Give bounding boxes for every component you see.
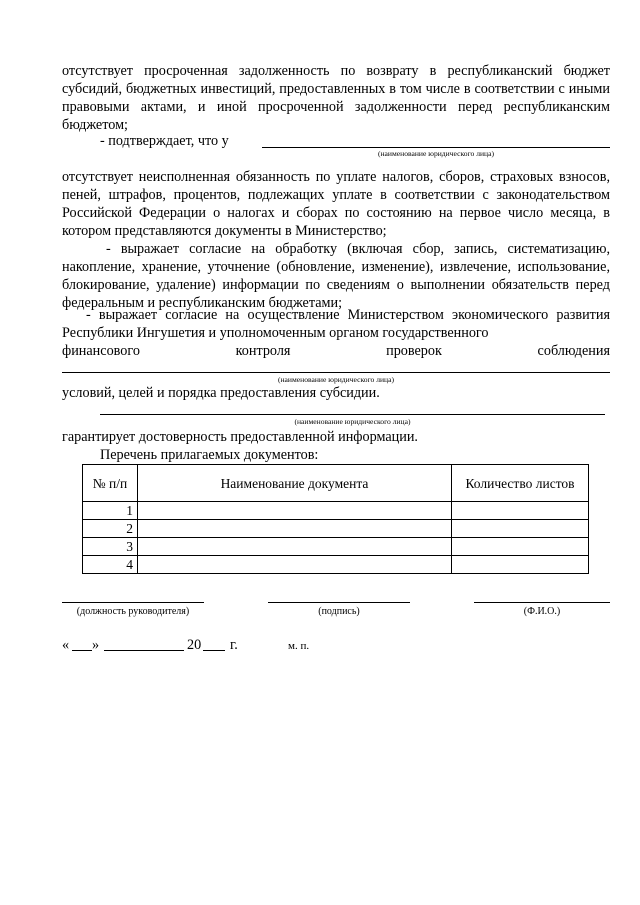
legal-entity-hint-2: (наименование юридического лица) <box>277 375 395 384</box>
header-num: № п/п <box>83 465 138 502</box>
legal-entity-fill-line-3 <box>100 414 605 415</box>
header-sheet-count: Количество листов <box>452 465 589 502</box>
full-name-fill-line <box>474 602 610 603</box>
row-sheet-count-cell[interactable] <box>452 520 589 538</box>
full-name-label: (Ф.И.О.) <box>523 606 561 617</box>
date-day-fill-line <box>72 650 92 651</box>
paragraph-guarantee: гарантирует достоверность предоставленной информации. <box>62 429 418 445</box>
row-document-name-cell[interactable] <box>138 538 452 556</box>
date-year-suffix: г. <box>230 637 238 653</box>
paragraph-no-overdue-debt: отсутствует просроченная задолженность по возврату в республиканский бюджет субсидий, бюджетных инвестиций, предоставленных в том числе в соответствии с иными правовыми актами, и иной просроченной задолженности перед республиканским бюджетом; <box>62 63 610 133</box>
row-num: 2 <box>83 520 138 538</box>
date-open-quote: « <box>62 637 70 653</box>
attached-documents-table <box>82 464 589 574</box>
confirm-lead-text: - подтверждает, что у <box>100 133 229 149</box>
row-num: 3 <box>83 538 138 556</box>
table-row <box>83 520 589 538</box>
legal-entity-hint-3: (наименование юридического лица) <box>294 417 411 426</box>
position-fill-line <box>62 602 204 603</box>
date-close-quote: » <box>92 637 100 653</box>
attached-documents-title: Перечень прилагаемых документов: <box>100 447 319 463</box>
row-num: 1 <box>83 502 138 520</box>
header-document-name: Наименование документа <box>138 465 452 502</box>
row-sheet-count-cell[interactable] <box>452 556 589 574</box>
table-row <box>83 538 589 556</box>
paragraph-data-processing-consent: - выражает согласие на обработку (включая сбор, запись, систематизацию, накопление, хранение, уточнение (обновление, изменение), извлечение, использование, блокирование, удаление) информации по сведениям о выполнении обязательств перед федеральным и республиканским бюджетами; <box>62 241 610 311</box>
legal-entity-fill-line-2 <box>62 372 610 373</box>
row-sheet-count-cell[interactable] <box>452 538 589 556</box>
date-year-fill-line <box>203 650 225 651</box>
legal-entity-fill-line-1 <box>262 147 610 148</box>
paragraph-subsidy-conditions: условий, целей и порядка предоставления субсидии. <box>62 385 380 401</box>
row-document-name-cell[interactable] <box>138 520 452 538</box>
legal-entity-hint-1: (наименование юридического лица) <box>377 149 495 158</box>
paragraph-no-tax-debt: отсутствует неисполненная обязанность по уплате налогов, сборов, страховых взносов, пеней, штрафов, процентов, подлежащих уплате в соответствии с законодательством Российской Федерации о налогах и сборах по состоянию на первое число месяца, в котором представляются документы в Министерство; <box>62 169 610 239</box>
stamp-place-label: м. п. <box>288 640 310 652</box>
table-header-row <box>83 465 589 502</box>
date-month-fill-line <box>104 650 184 651</box>
table-row <box>83 556 589 574</box>
row-document-name-cell[interactable] <box>138 556 452 574</box>
signature-label: (подпись) <box>318 606 360 617</box>
date-year-prefix: 20 <box>187 637 202 653</box>
paragraph-audit-consent: - выражает согласие на осуществление Министерством экономического развития Республики Ингушетия и уполномоченным органом государственного <box>62 307 610 341</box>
signature-fill-line <box>268 602 410 603</box>
table-row <box>83 502 589 520</box>
row-sheet-count-cell[interactable] <box>452 502 589 520</box>
position-label: (должность руководителя) <box>76 606 190 617</box>
row-num: 4 <box>83 556 138 574</box>
paragraph-audit-consent-last-line: финансового контроля проверок соблюдения <box>62 343 610 359</box>
row-document-name-cell[interactable] <box>138 502 452 520</box>
